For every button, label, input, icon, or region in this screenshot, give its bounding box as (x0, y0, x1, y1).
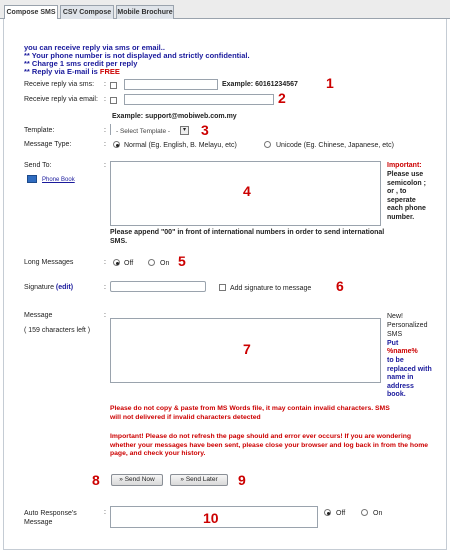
reply-sms-example: Example: 60161234567 (222, 81, 298, 88)
signature-label-text: Signature (24, 284, 54, 291)
reply-email-label: Receive reply via email: (24, 96, 98, 103)
send-now-label: Send Now (124, 476, 155, 483)
reply-email-example: Example: support@mobiweb.com.my (112, 113, 237, 120)
annotation-1: 1 (326, 75, 334, 91)
annotation-4: 4 (243, 183, 251, 199)
reply-email-checkbox[interactable] (110, 97, 117, 104)
add-signature-label: Add signature to message (230, 285, 312, 292)
auto-response-on-label: On (373, 510, 383, 517)
colon: : (104, 259, 106, 266)
annotation-8: 8 (92, 472, 100, 488)
personalized-token: %name% (387, 348, 418, 355)
auto-response-label: Auto Response's Message (24, 510, 77, 526)
send-now-icon: » (119, 476, 123, 483)
annotation-3: 3 (201, 122, 209, 138)
template-select[interactable]: - Select Template - (116, 128, 171, 135)
tab-compose-sms[interactable]: Compose SMS (4, 5, 58, 20)
reply-sms-label: Receive reply via sms: (24, 81, 95, 88)
long-messages-on-radio[interactable] (148, 259, 155, 266)
message-type-normal-label: Normal (Eg. English, B. Melayu, etc) (124, 142, 237, 149)
colon: : (104, 127, 106, 134)
personalized-new: New! (387, 313, 403, 320)
intro-line-3: ** Charge 1 sms credit per reply (24, 59, 138, 68)
long-messages-off-radio[interactable] (113, 259, 120, 266)
annotation-6: 6 (336, 278, 344, 294)
colon: : (104, 312, 106, 319)
personalized-put: Put (387, 340, 399, 347)
message-type-normal-radio[interactable] (113, 141, 120, 148)
intro-line-4-prefix: ** Reply via E-mail is (24, 67, 100, 76)
message-type-unicode-label: Unicode (Eg. Chinese, Japanese, etc) (276, 142, 394, 149)
annotation-5: 5 (178, 253, 186, 269)
annotation-10: 10 (203, 510, 219, 526)
message-label: Message (24, 312, 53, 319)
colon: : (104, 81, 106, 88)
intro-line-4 (24, 67, 120, 76)
add-signature-checkbox[interactable] (219, 284, 226, 291)
chevron-down-icon[interactable]: ▾ (180, 126, 189, 135)
template-label: Template: (24, 127, 55, 134)
phone-book-icon[interactable] (27, 175, 37, 183)
auto-response-on-radio[interactable] (361, 509, 368, 516)
message-type-label: Message Type: (24, 141, 72, 148)
reply-sms-checkbox[interactable] (110, 82, 117, 89)
colon: : (104, 509, 106, 516)
reply-sms-input[interactable] (124, 79, 218, 90)
colon: : (104, 162, 106, 169)
message-type-unicode-radio[interactable] (264, 141, 271, 148)
tab-csv-compose[interactable]: CSV Compose (60, 5, 114, 19)
intro-line-1: you can receive reply via sms or email.. (24, 43, 165, 52)
personalized-sms: Personalized SMS (387, 322, 428, 338)
copy-warning: Please do not copy & paste from MS Words file, it may contain invalid characters. SMS will not delivered if invalid characters detected (110, 405, 390, 421)
free-label: FREE (99, 67, 120, 76)
auto-response-off-label: Off (336, 510, 346, 517)
send-later-button[interactable] (170, 474, 228, 486)
message-char-count: ( 159 characters left ) (24, 327, 91, 334)
tab-mobile-brochure[interactable]: Mobile Brochure (116, 5, 174, 19)
reply-email-input[interactable] (124, 94, 274, 105)
annotation-7: 7 (243, 341, 251, 357)
signature-label (24, 284, 73, 291)
long-messages-on-label: On (160, 260, 170, 267)
colon: : (104, 284, 106, 291)
personalized-rest: to be replaced with name in address book. (387, 357, 432, 398)
annotation-9: 9 (238, 472, 246, 488)
send-later-icon: » (180, 476, 184, 483)
important-label: Important: (387, 162, 422, 169)
send-to-label: Send To: (24, 162, 52, 169)
refresh-warning: Important! Please do not refresh the page should and error ever occurs! If you are wondering whether your messages have been sent, please close your browser and log back in from the home page, and check your history. (110, 433, 429, 457)
international-note: Please append "00" in front of international numbers in order to send international SMS. (110, 229, 385, 245)
annotation-2: 2 (278, 90, 286, 106)
phone-book-link[interactable]: Phone Book (42, 177, 75, 183)
important-text: Please use semicolon ; or , to seperate each phone number. (387, 171, 426, 221)
tab-bar (0, 0, 450, 19)
auto-response-off-radio[interactable] (324, 509, 331, 516)
colon: : (104, 141, 106, 148)
template-select-border (110, 124, 111, 135)
send-now-button[interactable] (111, 474, 163, 486)
long-messages-label: Long Messages (24, 259, 74, 266)
intro-line-2: ** Your phone number is not displayed and strictly confidential. (24, 51, 250, 60)
signature-edit-link[interactable]: (edit) (55, 284, 74, 291)
long-messages-off-label: Off (124, 260, 134, 267)
send-later-label: Send Later (185, 476, 218, 483)
signature-input[interactable] (110, 281, 206, 292)
colon: : (104, 96, 106, 103)
